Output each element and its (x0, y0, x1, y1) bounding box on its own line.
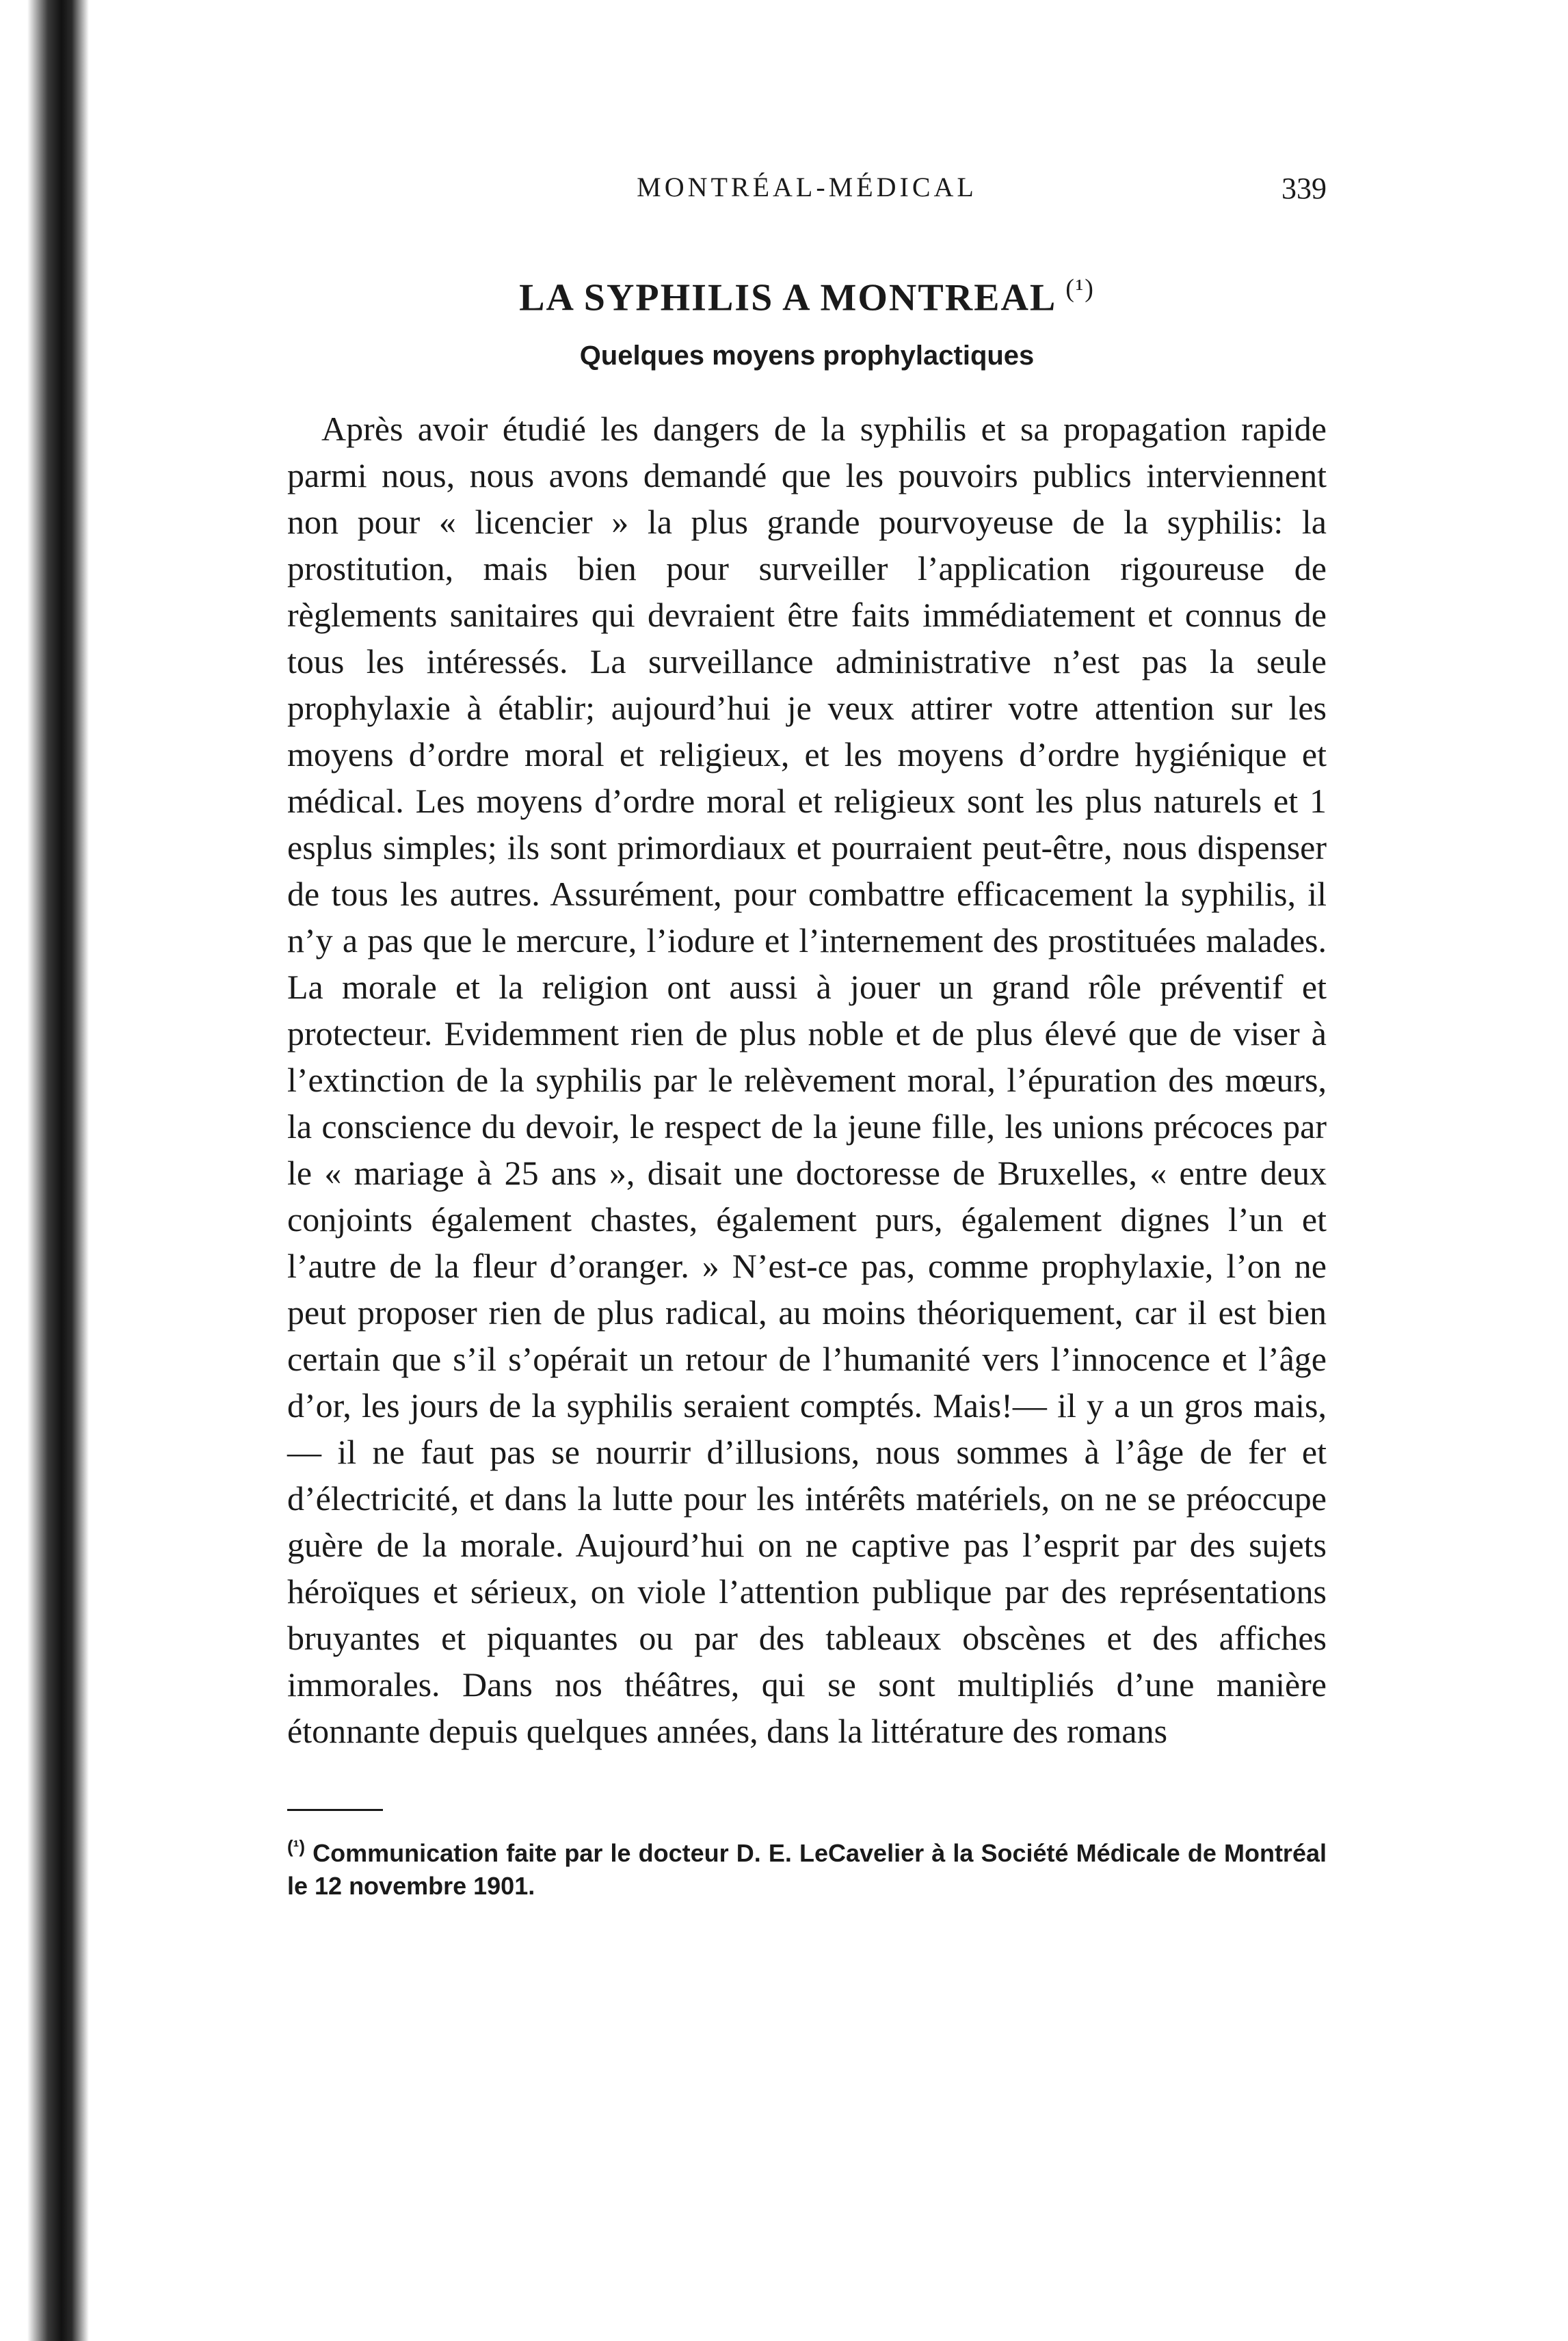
article-title (287, 274, 1327, 320)
page-binding-edge (0, 0, 89, 2341)
footnote (287, 1830, 1327, 1903)
running-head (287, 171, 1327, 219)
article-subtitle: Quelques moyens prophylactiques (579, 340, 1035, 371)
footnote-divider (287, 1809, 383, 1811)
page-number: 339 (1281, 172, 1327, 205)
article-title-text: LA SYPHILIS A MONTREAL (519, 276, 1055, 319)
journal-title: MONTRÉAL-MÉDICAL (637, 172, 977, 202)
article-body: Après avoir étudié les dangers de la syphilis et sa propagation rapide parmi nous, nous avons demandé que les pouvoirs publics interviennent non pour « licencier » la plus grande pourvoyeuse de la syphilis: la prostitution, mais bien pour surveiller l’application rigoureuse de règlements sanitaires qui devraient être faits immédiatement et connus de tous les intéressés. La surveillance administrative n’est pas la seule prophylaxie à établir; aujourd’hui je veux attirer votre attention sur les moyens d’ordre moral et religieux, et les moyens d’ordre hygiénique et médical. Les moyens d’ordre moral et religieux sont les plus naturels et 1 esplus simples; ils sont primordiaux et pourraient peut-être, nous dispenser de tous les autres. Assurément, pour combattre efficacement la syphilis, il n’y a pas que le mercure, l’iodure et l’internement des prostituées malades. La morale et la religion ont aussi à jouer un grand rôle préventif et protecteur. Evidemment rien de plus noble et de plus élevé que de viser à l’extinction de la syphilis par le relèvement moral, l’épuration des mœurs, la conscience du devoir, le respect de la jeune fille, les unions précoces par le « mariage à 25 ans », disait une doctoresse de Bruxelles, « entre deux conjoints également chastes, également purs, également dignes l’un et l’autre de la fleur d’oranger. » N’est-ce pas, comme prophylaxie, l’on ne peut proposer rien de plus radical, au moins théoriquement, car il est bien certain que s’il s’opérait un retour de l’humanité vers l’innocence et l’âge d’or, les jours de la syphilis seraient comptés. Mais!— il y a un gros mais,— il ne faut pas se nourrir d’illusions, nous sommes à l’âge de fer et d’électricité, et dans la lutte pour les intérêts matériels, on ne se préoccupe guère de la morale. Aujourd’hui on ne captive pas l’esprit par des sujets héroïques et sérieux, on viole l’attention publique par des représentations bruyantes et piquantes ou par des tableaux obscènes et des affiches immorales. Dans nos théâtres, qui se sont multipliés d’une manière étonnante depuis quelques années, dans la littérature des romans (287, 409, 1327, 1750)
document-page (287, 171, 1327, 1903)
footnote-reference: (¹) (1065, 274, 1095, 303)
footnote-text: Communication faite par le docteur D. E. LeCavelier à la Société Médicale de Montréal le 12 novembre 1901. (287, 1838, 1327, 1900)
footnote-marker: (¹) (287, 1836, 305, 1857)
